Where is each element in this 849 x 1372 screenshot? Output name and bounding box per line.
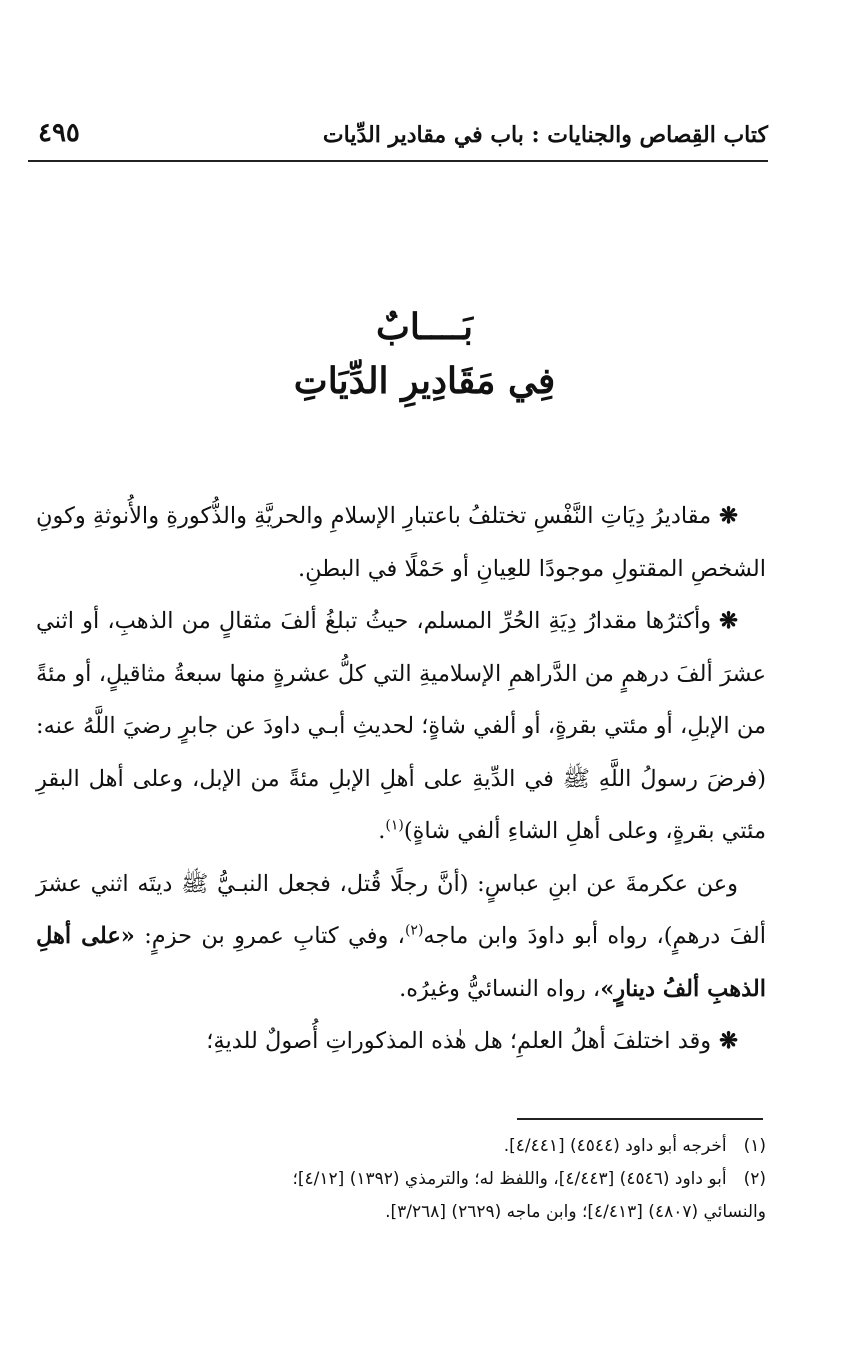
main-text: [36, 490, 766, 1068]
paragraph-3-text-a: وعن عكرمةَ عن ابنِ عباسٍ: (أنَّ رجلًا قُتل، فجعل النبـيُّ ﷺ ديتَه اثني عشرَ ألفَ درهمٍ)، رواه أبو داودَ وابن ماجه: [36, 870, 766, 949]
page-header: [30, 118, 768, 160]
footnote-marker-2[interactable]: (٢): [404, 922, 424, 939]
paragraph-3: [36, 858, 766, 1016]
asterism-icon: ❋: [719, 1028, 738, 1054]
footnote-rule: [517, 1118, 763, 1120]
paragraph-2-text: وأكثرُها مقدارُ دِيَةِ الحُرِّ المسلم، حيثُ تبلغُ ألفَ مثقالٍ من الذهبِ، أو اثني عشرَ ألفَ درهمٍ من الدَّراهمِ الإسلاميةِ التي كلُّ عشرةٍ منها سبعةُ مثاقيلٍ، أو مئةً من الإبلِ، أو مئتي بقرةٍ، أو ألفي شاةٍ؛ لحديثِ أبـي داودَ عن جابرٍ رضيَ اللَّهُ عنه: (فرضَ رسولُ اللَّهِ ﷺ في الدِّيةِ على أهلِ الإبلِ مئةً من الإبل، وعلى أهل البقرِ مئتي بقرةٍ، وعلى أهلِ الشاءِ ألفي شاةٍ): [36, 608, 766, 844]
hadith-quote: «على أهلِ الذهبِ ألفُ دينارٍ»: [36, 923, 766, 1002]
footnote-2-continuation: والنسائي (٤٨٠٧) [٤/٤١٣]؛ وابن ماجه (٢٦٢٩) [٣/٢٦٨].: [385, 1202, 766, 1222]
chapter-title: فِي مَقَادِيرِ الدِّيَاتِ: [293, 360, 556, 402]
paragraph-3-text-b: ، وفي كتابِ عمروِ بن حزمٍ:: [144, 923, 405, 949]
footnote-1-number: (١): [743, 1136, 766, 1156]
paragraph-1-text: مقاديرُ دِيَاتِ النَّفْسِ تختلفُ باعتبارِ الإسلامِ والحريَّةِ والذُّكورةِ والأُنوثةِ وكونِ الشخصِ المقتولِ موجودًا للعِيانِ أو حَمْلًا في البطنِ.: [36, 503, 766, 582]
paragraph-4-text: وقد اختلفَ أهلُ العلمِ؛ هل هٰذه المذكوراتِ أُصولٌ للديةِ؛: [206, 1028, 712, 1054]
paragraph-2-end: .: [378, 818, 386, 844]
asterism-icon: ❋: [719, 608, 738, 634]
page-number: ٤٩٥: [38, 118, 80, 148]
footnotes: [36, 1130, 766, 1229]
asterism-icon: ❋: [719, 503, 738, 529]
footnote-2-text: أبو داود (٤٥٤٦) [٤/٤٤٣]، واللفظ له؛ والترمذي (١٣٩٢) [٤/١٢]؛: [292, 1169, 727, 1189]
running-title: كتاب القِصاص والجنايات : باب في مقادير الدِّيات: [322, 122, 768, 148]
footnote-marker-1[interactable]: (١): [385, 817, 404, 834]
paragraph-4: [36, 1015, 766, 1068]
header-rule: [28, 160, 768, 162]
paragraph-1: [36, 490, 766, 595]
chapter-label: بَــــابٌ: [375, 306, 474, 348]
paragraph-2: [36, 595, 766, 858]
footnote-1: [36, 1130, 766, 1163]
paragraph-3-text-c: ، رواه النسائيُّ وغيرُه.: [399, 975, 601, 1002]
footnote-2-number: (٢): [743, 1169, 766, 1189]
footnote-2: [36, 1163, 766, 1196]
footnote-1-text: أخرجه أبو داود (٤٥٤٤) [٤/٤٤١].: [503, 1136, 727, 1156]
